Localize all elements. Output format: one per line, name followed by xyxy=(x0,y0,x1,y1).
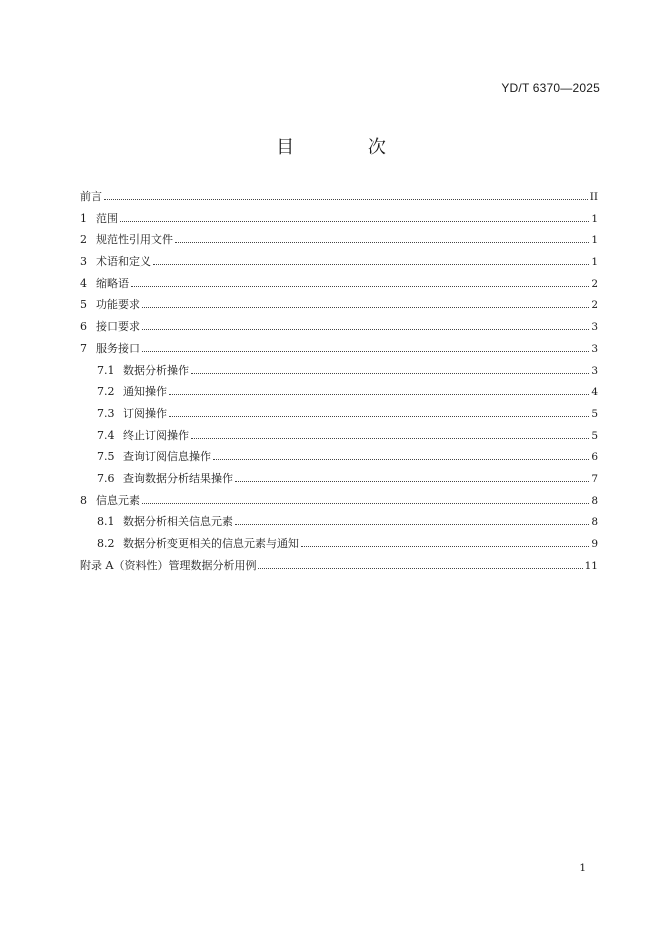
table-of-contents xyxy=(80,188,598,578)
toc-entry[interactable] xyxy=(80,557,598,579)
toc-entry-label: 服务接口 xyxy=(96,341,140,355)
toc-entry[interactable] xyxy=(80,448,598,470)
toc-entry-page: II xyxy=(589,191,598,203)
toc-entry-page: 1 xyxy=(591,256,598,269)
toc-leader-dots xyxy=(169,387,589,395)
toc-leader-dots xyxy=(235,474,589,482)
toc-entry-number: 7.2 xyxy=(97,385,115,399)
toc-entry-label: 查询数据分析结果操作 xyxy=(123,471,233,485)
toc-entry[interactable] xyxy=(80,513,598,535)
toc-entry-number: 3 xyxy=(80,255,87,269)
toc-leader-dots xyxy=(104,192,588,200)
toc-leader-dots xyxy=(142,496,589,504)
toc-entry-number: 8 xyxy=(80,493,87,507)
toc-entry-number: 8.1 xyxy=(97,515,115,529)
toc-entry-label: 通知操作 xyxy=(123,385,167,399)
toc-leader-dots xyxy=(175,235,589,243)
toc-entry-page: 5 xyxy=(591,429,598,442)
toc-entry[interactable] xyxy=(80,188,598,210)
toc-entry-label: 信息元素 xyxy=(96,493,140,507)
toc-entry-page: 3 xyxy=(591,321,598,334)
toc-entry-label: 前言 xyxy=(80,190,102,203)
toc-entry[interactable] xyxy=(80,362,598,384)
toc-entry-number: 1 xyxy=(80,211,87,225)
toc-entry[interactable] xyxy=(80,210,598,232)
toc-entry[interactable] xyxy=(80,318,598,340)
toc-leader-dots xyxy=(142,300,589,308)
toc-entry-page: 9 xyxy=(591,538,598,550)
toc-entry-label: 规范性引用文件 xyxy=(96,233,173,247)
toc-entry-number: 8.2 xyxy=(97,537,115,550)
toc-entry-page: 3 xyxy=(591,342,598,355)
toc-leader-dots xyxy=(258,561,582,569)
toc-entry[interactable] xyxy=(80,231,598,253)
toc-leader-dots xyxy=(142,344,589,352)
page-number: 1 xyxy=(579,862,586,874)
toc-leader-dots xyxy=(191,431,589,439)
toc-entry-page: 2 xyxy=(591,299,598,312)
toc-entry[interactable] xyxy=(80,427,598,449)
toc-entry-number: 7 xyxy=(80,341,87,355)
toc-entry-label: 缩略语 xyxy=(96,276,129,290)
toc-entry-number: 7.5 xyxy=(97,450,115,464)
toc-entry-label: 功能要求 xyxy=(96,298,140,312)
toc-leader-dots xyxy=(169,409,589,417)
toc-entry-number: 7.1 xyxy=(97,363,115,377)
toc-entry-label: 终止订阅操作 xyxy=(123,428,189,442)
toc-leader-dots xyxy=(213,452,589,460)
document-code: YD/T 6370—2025 xyxy=(501,81,600,95)
toc-entry-number: 6 xyxy=(80,320,87,334)
toc-entry-number: 2 xyxy=(80,233,87,247)
toc-entry-label: 范围 xyxy=(96,211,118,225)
toc-entry[interactable] xyxy=(80,253,598,275)
toc-leader-dots xyxy=(142,322,589,330)
toc-entry-label: 查询订阅信息操作 xyxy=(123,450,211,464)
toc-entry-number: 7.4 xyxy=(97,428,115,442)
toc-entry-page: 3 xyxy=(591,364,598,377)
toc-entry-page: 7 xyxy=(591,472,598,485)
toc-entry-label: 术语和定义 xyxy=(96,255,151,269)
toc-entry-page: 2 xyxy=(591,277,598,290)
toc-entry[interactable] xyxy=(80,535,598,557)
toc-entry-number: 7.6 xyxy=(97,471,115,485)
toc-entry[interactable] xyxy=(80,383,598,405)
toc-entry-page: 5 xyxy=(591,407,598,420)
toc-entry-label: 数据分析操作 xyxy=(123,363,189,377)
toc-entry[interactable] xyxy=(80,405,598,427)
page-title: 目 次 xyxy=(276,137,420,158)
toc-leader-dots xyxy=(120,214,589,222)
toc-entry-page: 8 xyxy=(591,516,598,529)
toc-entry[interactable] xyxy=(80,296,598,318)
toc-leader-dots xyxy=(235,517,589,525)
toc-entry[interactable] xyxy=(80,340,598,362)
toc-entry-number: 4 xyxy=(80,276,87,290)
toc-entry-page: 4 xyxy=(591,386,598,399)
toc-entry-label: 订阅操作 xyxy=(123,406,167,420)
toc-entry-label: 数据分析相关信息元素 xyxy=(123,515,233,529)
toc-leader-dots xyxy=(131,279,589,287)
toc-entry-number: 5 xyxy=(80,298,87,312)
toc-entry-page: 6 xyxy=(591,451,598,464)
toc-leader-dots xyxy=(191,366,589,374)
toc-entry-label: 接口要求 xyxy=(96,320,140,334)
toc-leader-dots xyxy=(153,257,589,265)
toc-entry-label: 附录 A（资料性）管理数据分析用例 xyxy=(80,558,257,572)
toc-entry-page: 1 xyxy=(591,234,598,247)
toc-leader-dots xyxy=(301,539,589,547)
toc-entry-page: 8 xyxy=(591,494,598,507)
toc-entry-page: 1 xyxy=(591,212,598,225)
toc-entry[interactable] xyxy=(80,275,598,297)
toc-entry-label: 数据分析变更相关的信息元素与通知 xyxy=(123,537,299,550)
toc-entry[interactable] xyxy=(80,470,598,492)
toc-entry-number: 7.3 xyxy=(97,406,115,420)
toc-entry-page: 11 xyxy=(584,559,598,572)
toc-entry[interactable] xyxy=(80,492,598,514)
